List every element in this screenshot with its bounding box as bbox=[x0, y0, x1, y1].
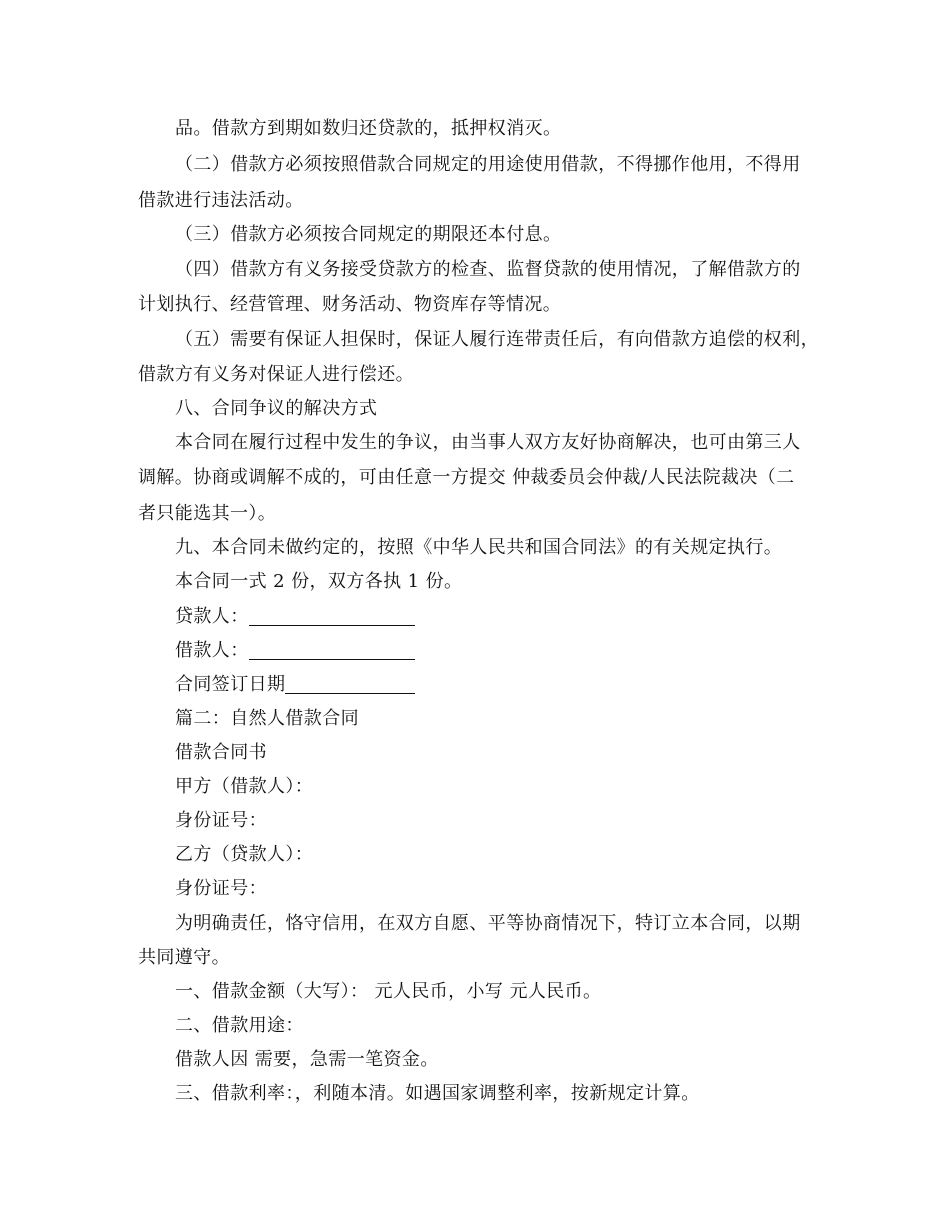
paragraph-line: 本合同一式 2 份，双方各执 1 份。 bbox=[175, 571, 463, 592]
section-heading: 八、合同争议的解决方式 bbox=[175, 398, 378, 419]
paragraph-line: 者只能选其一）。 bbox=[138, 503, 277, 524]
paragraph-line: 二、借款用途： bbox=[175, 1015, 304, 1036]
borrower-label: 借款人： bbox=[175, 640, 249, 661]
id-number-label: 身份证号： bbox=[175, 878, 267, 899]
paragraph-line: （四）借款方有义务接受贷款方的检查、监督贷款的使用情况，了解借款方的 bbox=[175, 259, 801, 280]
paragraph-line: 调解。协商或调解不成的，可由任意一方提交 仲裁委员会仲裁/人民法院裁决（二 bbox=[138, 467, 795, 488]
section-heading: 篇二：自然人借款合同 bbox=[175, 708, 359, 729]
paragraph-line: 品。借款方到期如数归还贷款的，抵押权消灭。 bbox=[175, 118, 562, 139]
paragraph-line: 一、借款金额（大写）： 元人民币，小写 元人民币。 bbox=[175, 981, 602, 1002]
paragraph-line: （三）借款方必须按合同规定的期限还本付息。 bbox=[175, 224, 562, 245]
paragraph-line: 本合同在履行过程中发生的争议，由当事人双方友好协商解决，也可由第三人 bbox=[175, 432, 801, 453]
lender-label: 贷款人： bbox=[175, 606, 249, 627]
paragraph-line: 借款方有义务对保证人进行偿还。 bbox=[138, 364, 414, 385]
signing-date-row bbox=[175, 673, 828, 697]
borrower-blank-field bbox=[249, 641, 415, 660]
borrower-signature-row bbox=[175, 639, 828, 663]
paragraph-line: 共同遵守。 bbox=[138, 947, 230, 968]
paragraph-line: 为明确责任，恪守信用，在双方自愿、平等协商情况下，特订立本合同，以期 bbox=[175, 913, 801, 934]
paragraph-line: 三、借款利率：，利随本清。如遇国家调整利率，按新规定计算。 bbox=[175, 1083, 700, 1104]
paragraph-line: （五）需要有保证人担保时，保证人履行连带责任后，有向借款方追偿的权利， bbox=[175, 329, 819, 350]
paragraph-line: 借款进行违法活动。 bbox=[138, 190, 304, 211]
party-a-label: 甲方（借款人）： bbox=[175, 776, 314, 797]
lender-signature-row bbox=[175, 605, 828, 629]
paragraph-line: 九、本合同未做约定的，按照《中华人民共和国合同法》的有关规定执行。 bbox=[175, 537, 783, 558]
document-title: 借款合同书 bbox=[175, 742, 267, 763]
id-number-label: 身份证号： bbox=[175, 810, 267, 831]
party-b-label: 乙方（贷款人）： bbox=[175, 844, 314, 865]
lender-blank-field bbox=[249, 607, 415, 626]
paragraph-line: （二）借款方必须按照借款合同规定的用途使用借款，不得挪作他用，不得用 bbox=[175, 154, 801, 175]
signing-date-label: 合同签订日期 bbox=[175, 674, 286, 695]
signing-date-blank-field bbox=[285, 675, 415, 694]
paragraph-line: 借款人因 需要，急需一笔资金。 bbox=[175, 1049, 439, 1070]
paragraph-line: 计划执行、经营管理、财务活动、物资库存等情况。 bbox=[138, 294, 562, 315]
